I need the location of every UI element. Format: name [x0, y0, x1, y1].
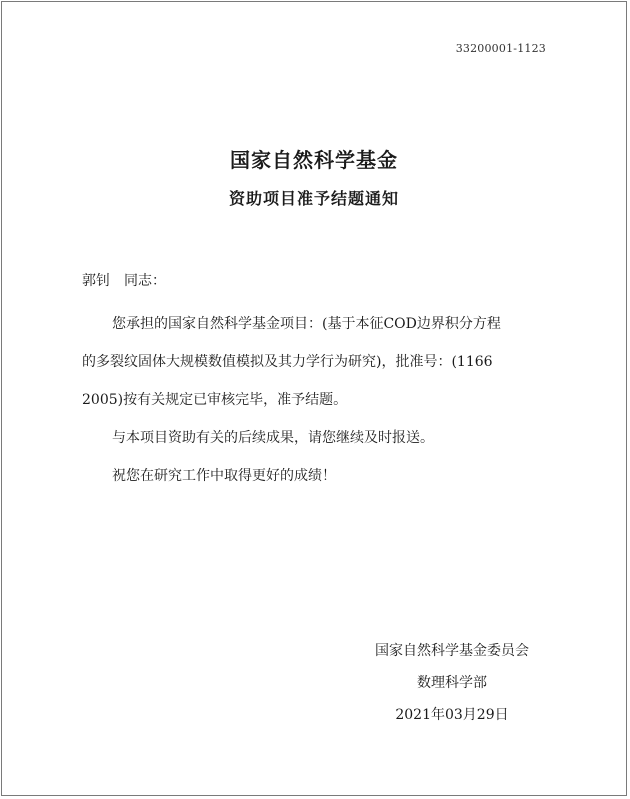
paragraph-3: 祝您在研究工作中取得更好的成绩！ [112, 468, 336, 484]
signature-date: 2021年03月29日 [395, 707, 509, 723]
document-number: 33200001-1123 [455, 42, 546, 55]
document-body [82, 311, 556, 501]
paragraph-1-line-3: 2005)按有关规定已审核完毕，准予结题。 [82, 392, 348, 408]
document-subtitle: 资助项目准予结题通知 [228, 189, 399, 208]
document-page [1, 1, 627, 796]
paragraph-1-line-2: 的多裂纹固体大规模数值模拟及其力学行为研究)，批准号：(1166 [82, 354, 493, 370]
signature-block [352, 640, 552, 736]
document-title: 国家自然科学基金 [230, 148, 398, 172]
paragraph-1-line-1: 您承担的国家自然科学基金项目：(基于本征COD边界积分方程 [112, 316, 501, 332]
paragraph-2: 与本项目资助有关的后续成果，请您继续及时报送。 [112, 430, 434, 446]
salutation: 郭钊 同志： [82, 273, 166, 289]
signature-department: 数理科学部 [417, 675, 487, 691]
signature-organization: 国家自然科学基金委员会 [375, 643, 529, 659]
